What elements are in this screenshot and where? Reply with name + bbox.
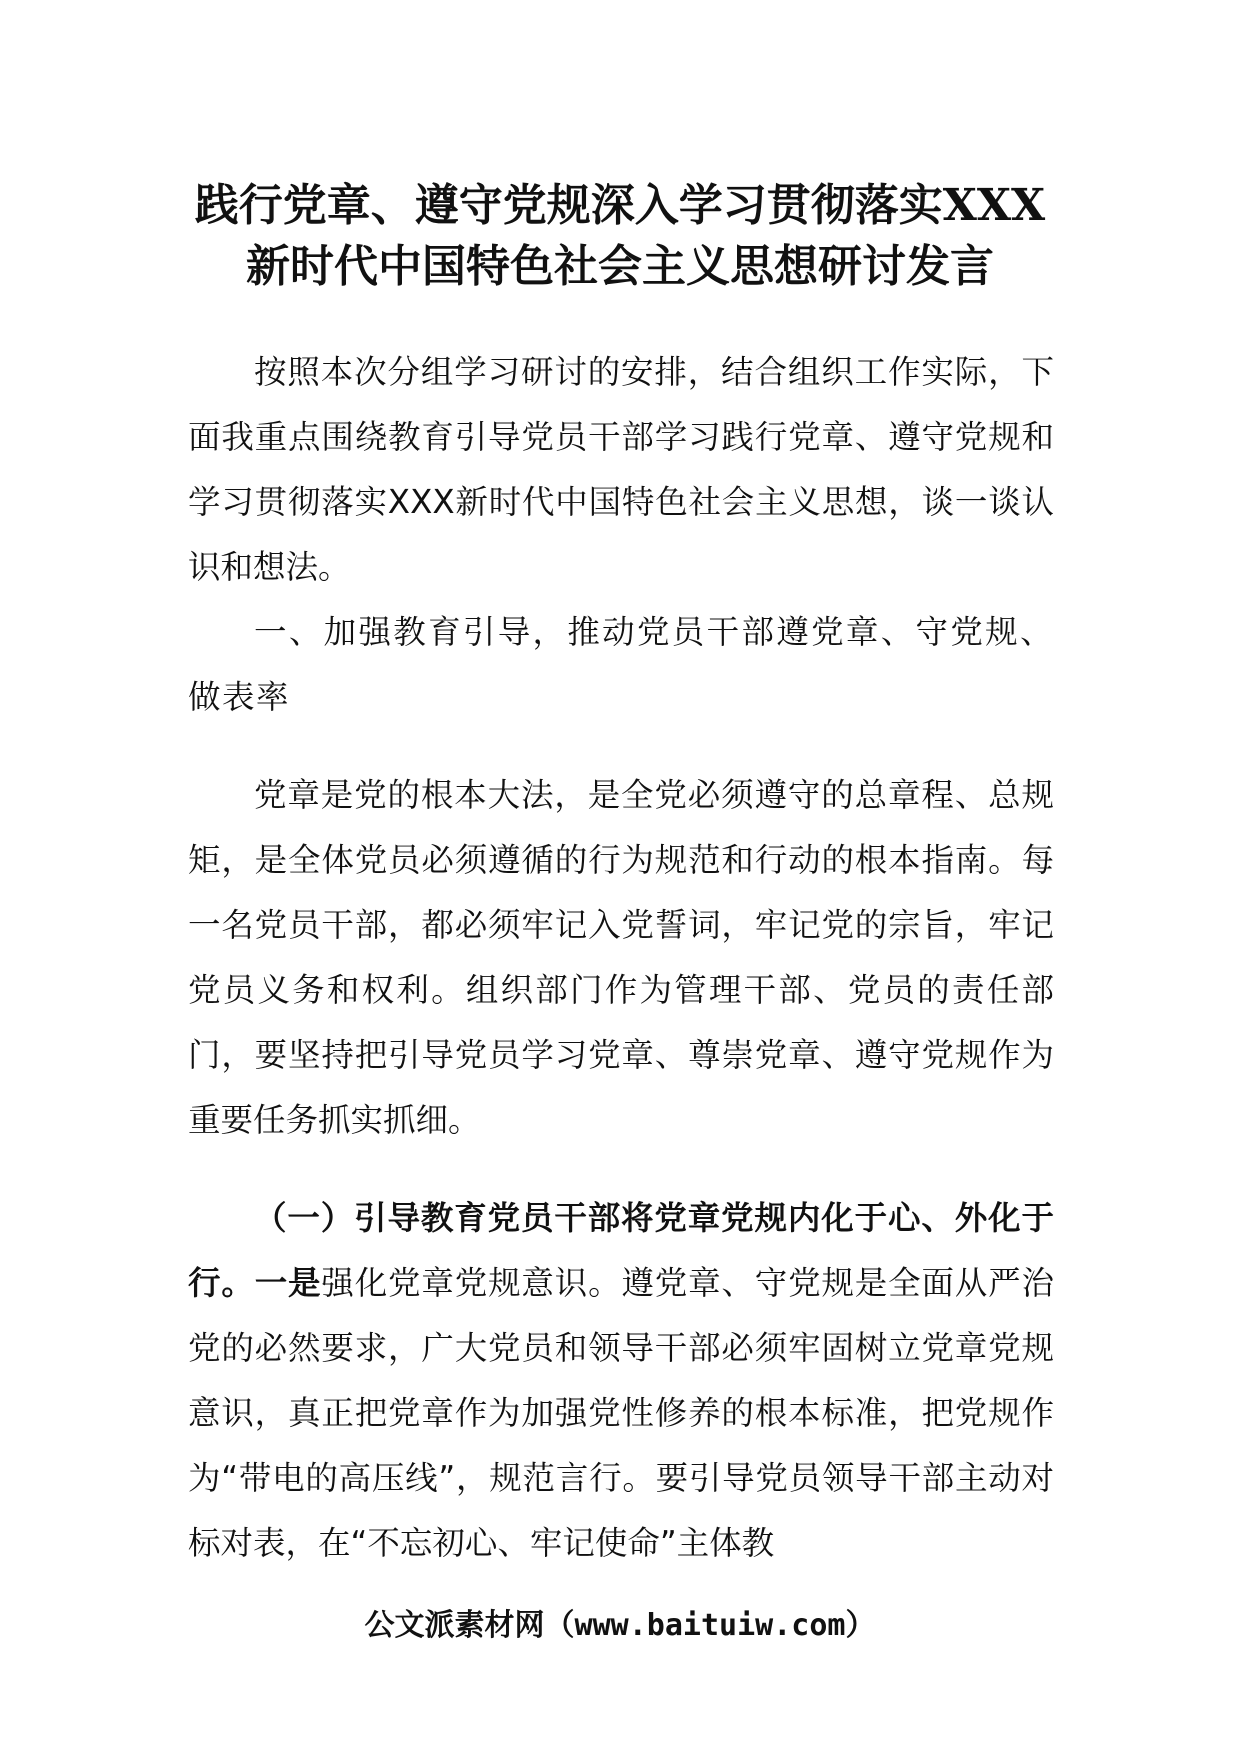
section-heading-1: 一、加强教育引导，推动党员干部遵党章、守党规、做表率: [188, 613, 1054, 716]
body-paragraph-2: 党章是党的根本大法，是全党必须遵守的总章程、总规矩，是全体党员必须遵循的行为规范和行动的根本指南。每一名党员干部，都必须牢记入党誓词，牢记党的宗旨，牢记党员义务和权利。组织部门作为管理干部、党员的责任部门，要坚持把引导党员学习党章、尊崇党章、遵守党规作为重要任务抓实抓细。: [188, 776, 1054, 1139]
footer-close-paren: ）: [845, 1608, 876, 1643]
footer-site-name: 公文派素材网（: [364, 1608, 575, 1643]
document-title-line-2: 新时代中国特色社会主义思想研讨发言: [246, 241, 994, 292]
document-title-line-1: 践行党章、遵守党规深入学习贯彻落实XXX: [194, 180, 1046, 231]
body-paragraph-3: [188, 1186, 1054, 1576]
paragraph-3-text: 强化党章党规意识。遵党章、守党规是全面从严治党的必然要求，广大党员和领导干部必须牢固树立党章党规意识，真正把党章作为加强党性修养的根本标准，把党规作为“带电的高压线”，规范言行。要引导党员领导干部主动对标对表，在“不忘初心、牢记使命”主体教: [188, 1264, 1054, 1562]
point-label: 一是: [254, 1264, 322, 1302]
subheading-1: （一）引导教育党员干部将党章党规内化于心、外化于行。: [188, 1199, 1054, 1302]
intro-paragraph: 按照本次分组学习研讨的安排，结合组织工作实际，下面我重点围绕教育引导党员干部学习践行党章、遵守党规和学习贯彻落实XXX新时代中国特色社会主义思想，谈一谈认识和想法。: [188, 353, 1054, 586]
footer-watermark: [0, 1606, 1240, 1646]
footer-url: www.baituiw.com: [574, 1608, 846, 1643]
